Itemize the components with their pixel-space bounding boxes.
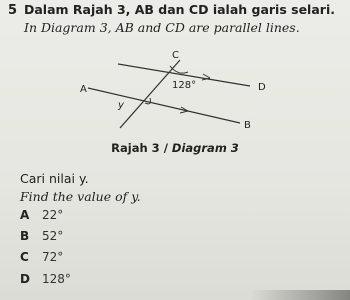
question-text-english: In Diagram 3, AB and CD are parallel lines. (24, 20, 300, 35)
option-b[interactable] (20, 229, 63, 243)
parallel-lines-diagram (60, 48, 290, 140)
prompt-english: Find the value of y. (20, 189, 141, 204)
line-ab (88, 88, 240, 123)
caption-malay: Rajah 3 (111, 141, 160, 155)
transversal-line (120, 60, 180, 128)
angle-y-label: y (118, 100, 124, 111)
angle-128-label: 128° (172, 80, 197, 91)
option-value: 52° (42, 229, 64, 243)
option-value: 22° (42, 208, 64, 222)
diagram-caption (0, 141, 350, 155)
question-number: 5 (8, 3, 18, 18)
caption-separator: / (159, 141, 172, 155)
label-d: D (258, 82, 266, 93)
option-d[interactable] (20, 272, 71, 286)
prompt-malay: Cari nilai y. (20, 171, 89, 186)
label-b: B (244, 120, 251, 131)
option-letter: B (20, 229, 30, 243)
question-text-malay: Dalam Rajah 3, AB dan CD ialah garis selari. (24, 2, 335, 17)
option-letter: A (20, 208, 30, 222)
option-letter: C (20, 250, 29, 264)
option-value: 128° (42, 272, 71, 286)
option-c[interactable] (20, 250, 63, 264)
option-a[interactable] (20, 208, 63, 222)
angle-128-arc (170, 66, 188, 73)
option-letter: D (20, 272, 30, 286)
caption-english: Diagram 3 (171, 141, 239, 155)
option-value: 72° (42, 250, 64, 264)
photo-edge-shadow (250, 290, 350, 300)
label-a: A (80, 84, 87, 95)
label-c: C (172, 50, 179, 61)
